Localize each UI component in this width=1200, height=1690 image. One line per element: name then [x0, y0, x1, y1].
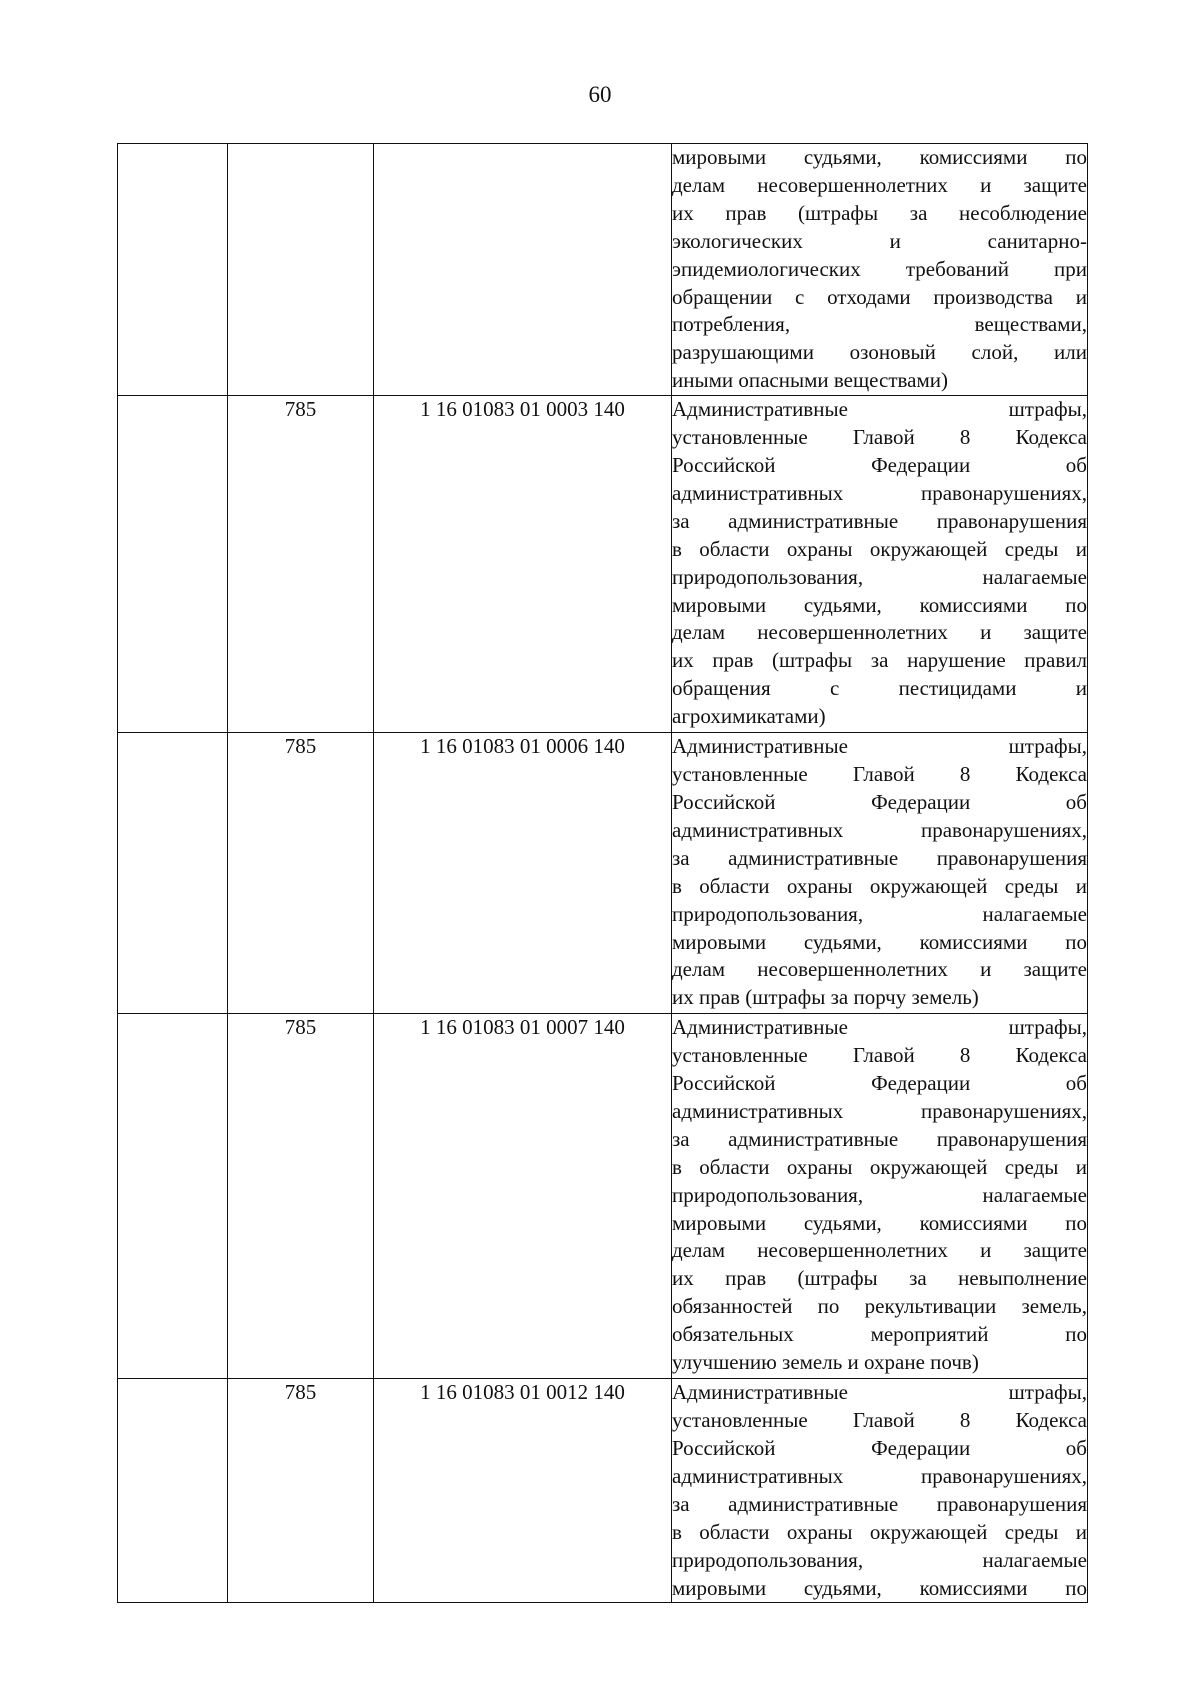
description-cell: [672, 396, 1088, 733]
table-row: [118, 396, 1088, 733]
description-line: установленные Главой 8 Кодекса: [672, 1408, 1087, 1433]
description-line: их прав (штрафы за невыполнение: [672, 1266, 1087, 1291]
description-cell: [672, 1379, 1088, 1603]
page-number: 60: [588, 82, 612, 107]
description-line: делам несовершеннолетних и защите: [672, 172, 1087, 197]
description-line: Российской Федерации об: [672, 1435, 1087, 1460]
description-line: мировыми судьями, комиссиями по: [672, 1210, 1087, 1235]
description-line: экологических и санитарно-: [672, 228, 1087, 253]
description-line: их прав (штрафы за нарушение правил: [672, 648, 1087, 673]
revenue-codes-table: [117, 143, 1088, 1603]
kbk-code-cell: 1 16 01083 01 0003 140: [374, 396, 672, 733]
description-cell: [672, 733, 1088, 1014]
empty-cell: [118, 733, 228, 1014]
description-line: Административные штрафы,: [672, 397, 1087, 422]
admin-code-cell: 785: [228, 1379, 374, 1603]
description-cell: [672, 144, 1088, 396]
description-line: обращении с отходами производства и: [672, 284, 1087, 309]
description-line: Российской Федерации об: [672, 789, 1087, 814]
description-cell: [672, 1014, 1088, 1379]
description-line: установленные Главой 8 Кодекса: [672, 762, 1087, 787]
description-line: Административные штрафы,: [672, 1380, 1087, 1405]
kbk-code-cell: [374, 144, 672, 396]
description-line: за административные правонарушения: [672, 1491, 1087, 1516]
description-line: природопользования, налагаемые: [672, 564, 1087, 589]
description-line: природопользования, налагаемые: [672, 1547, 1087, 1572]
description-line: их прав (штрафы за порчу земель): [672, 985, 979, 1010]
admin-code-cell: 785: [228, 733, 374, 1014]
table-row: [118, 144, 1088, 396]
description-line: Российской Федерации об: [672, 452, 1087, 477]
admin-code-cell: 785: [228, 396, 374, 733]
description-line: за административные правонарушения: [672, 508, 1087, 533]
description-line: их прав (штрафы за несоблюдение: [672, 200, 1087, 225]
kbk-code-cell: 1 16 01083 01 0006 140: [374, 733, 672, 1014]
description-line: Административные штрафы,: [672, 734, 1087, 759]
description-line: за административные правонарушения: [672, 845, 1087, 870]
empty-cell: [118, 1014, 228, 1379]
kbk-code-cell: 1 16 01083 01 0012 140: [374, 1379, 672, 1603]
description-line: административных правонарушениях,: [672, 1463, 1087, 1488]
admin-code-cell: 785: [228, 1014, 374, 1379]
description-line: административных правонарушениях,: [672, 480, 1087, 505]
description-line: за административные правонарушения: [672, 1126, 1087, 1151]
description-line: установленные Главой 8 Кодекса: [672, 425, 1087, 450]
description-line: эпидемиологических требований при: [672, 256, 1087, 281]
description-line: мировыми судьями, комиссиями по: [672, 145, 1087, 169]
description-line: обращения с пестицидами и: [672, 676, 1087, 701]
description-line: мировыми судьями, комиссиями по: [672, 929, 1087, 954]
description-line: административных правонарушениях,: [672, 1098, 1087, 1123]
description-line: административных правонарушениях,: [672, 817, 1087, 842]
description-line: природопользования, налагаемые: [672, 901, 1087, 926]
description-line: обязательных мероприятий по: [672, 1322, 1087, 1347]
description-line: обязанностей по рекультивации земель,: [672, 1294, 1087, 1319]
description-line: в области охраны окружающей среды и: [672, 536, 1087, 561]
description-line: мировыми судьями, комиссиями по: [672, 1575, 1087, 1600]
description-line: природопользования, налагаемые: [672, 1182, 1087, 1207]
description-line: агрохимикатами): [672, 704, 826, 729]
description-line: делам несовершеннолетних и защите: [672, 620, 1087, 645]
empty-cell: [118, 144, 228, 396]
empty-cell: [118, 396, 228, 733]
description-line: мировыми судьями, комиссиями по: [672, 592, 1087, 617]
description-line: иными опасными веществами): [672, 368, 948, 393]
table-row: [118, 1379, 1088, 1603]
admin-code-cell: [228, 144, 374, 396]
description-line: делам несовершеннолетних и защите: [672, 1238, 1087, 1263]
kbk-code-cell: 1 16 01083 01 0007 140: [374, 1014, 672, 1379]
description-line: в области охраны окружающей среды и: [672, 1519, 1087, 1544]
description-line: установленные Главой 8 Кодекса: [672, 1043, 1087, 1068]
description-line: в области охраны окружающей среды и: [672, 1154, 1087, 1179]
description-line: делам несовершеннолетних и защите: [672, 957, 1087, 982]
description-line: Российской Федерации об: [672, 1070, 1087, 1095]
table-row: [118, 733, 1088, 1014]
description-line: в области охраны окружающей среды и: [672, 873, 1087, 898]
description-line: потребления, веществами,: [672, 312, 1087, 337]
description-line: Административные штрафы,: [672, 1015, 1087, 1040]
description-line: разрушающими озоновый слой, или: [672, 340, 1087, 365]
table-row: [118, 1014, 1088, 1379]
empty-cell: [118, 1379, 228, 1603]
description-line: улучшению земель и охране почв): [672, 1350, 979, 1375]
